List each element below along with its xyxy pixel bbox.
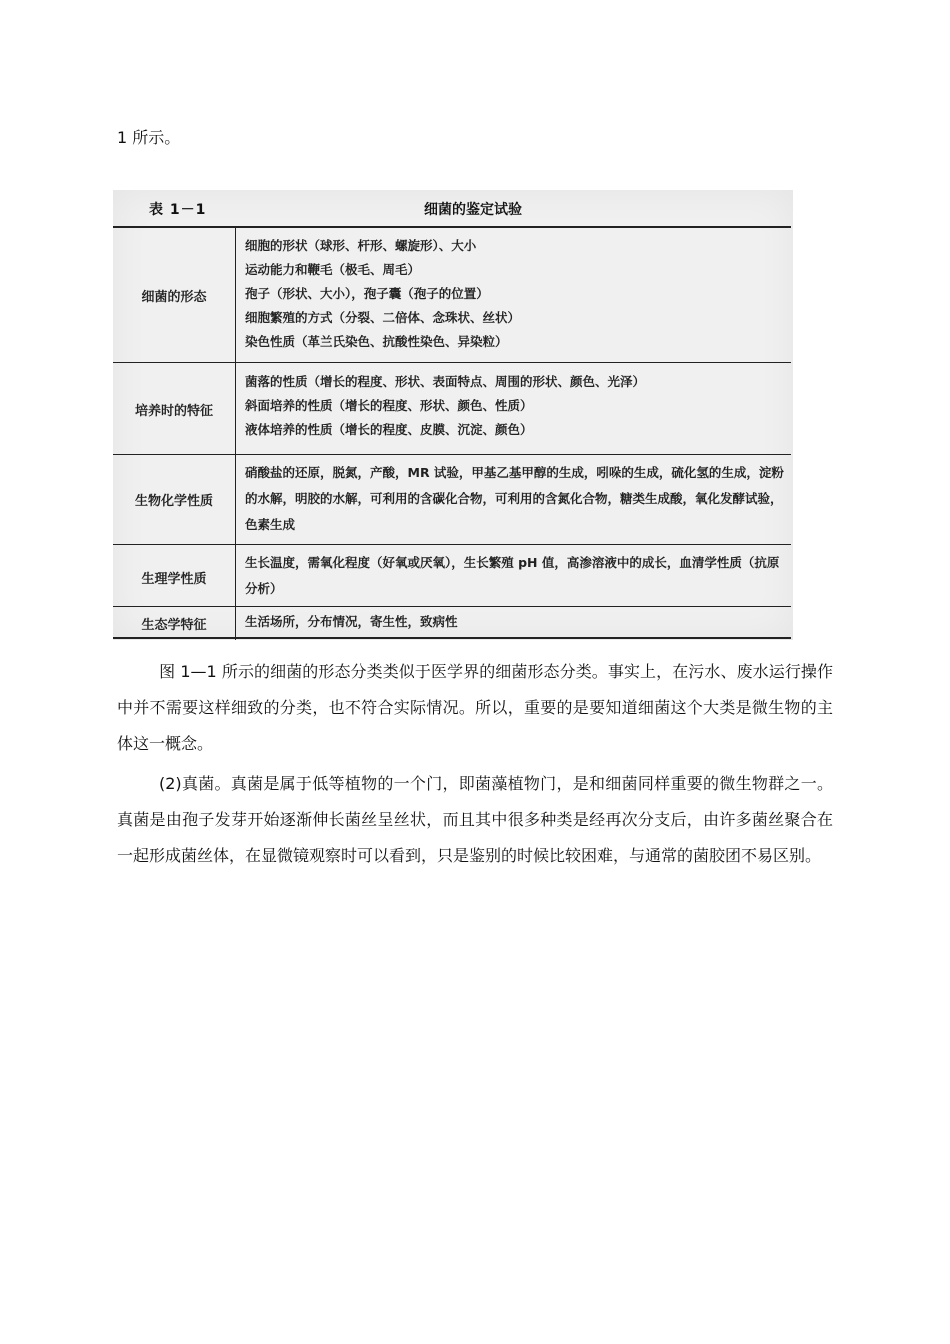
intro-fragment: 1 所示。 [117,128,181,147]
list-item: 染色性质（革兰氏染色、抗酸性染色、异染粒） [245,334,508,349]
row-items-morphology [245,234,785,354]
table-bottom-rule [113,637,791,639]
row-items-physiology [245,550,785,602]
row-divider [113,544,791,545]
paragraph-text: 图 1—1 所示的细菌的形态分类类似于医学界的细菌形态分类。事实上，在污水、废水运行操作中并不需要这样细致的分类，也不符合实际情况。所以，重要的是要知道细菌这个大类是微生物的主体这一概念。 [117,662,833,753]
row-items-ecology [245,610,785,634]
paragraph-2 [117,766,833,874]
list-item: 细胞的形状（球形、杆形、螺旋形）、大小 [245,238,477,253]
list-item: 生长温度，需氧化程度（好氧或厌氧），生长繁殖 pH 值，高渗溶液中的成长，血清学性质（抗原分析） [245,555,780,596]
list-item: 运动能力和鞭毛（极毛、周毛） [245,262,421,277]
table-top-rule [113,226,791,228]
list-item: 硝酸盐的还原，脱氮，产酸，MR 试验，甲基乙基甲醇的生成，吲哚的生成，硫化氢的生成，淀粉的水解，明胶的水解，可利用的含碳化合物，可利用的含氮化合物，糖类生成酸，氧化发酵试验，色素生成 [245,465,784,532]
table-column-divider [235,228,236,640]
list-item: 生活场所，分布情况，寄生性，致病性 [245,614,458,629]
list-item: 斜面培养的性质（增长的程度、形状、颜色、性质） [245,398,533,413]
table-number: 表 1－1 [149,202,207,218]
paragraph-text: (2)真菌。真菌是属于低等植物的一个门，即菌藻植物门，是和细菌同样重要的微生物群之一。真菌是由孢子发芽开始逐渐伸长菌丝呈丝状，而且其中很多种类是经再次分支后，由许多菌丝聚合在一起形成菌丝体，在显微镜观察时可以看到，只是鉴别的时候比较困难，与通常的菌胶团不易区别。 [117,774,833,865]
row-category-morphology: 细菌的形态 [141,290,207,305]
paragraph-1 [117,654,833,762]
row-items-biochemistry [245,460,785,538]
list-item: 菌落的性质（增长的程度、形状、表面特点、周围的形状、颜色、光泽） [245,374,646,389]
row-category-culture: 培养时的特征 [134,404,213,419]
row-category-biochemistry: 生物化学性质 [134,494,213,509]
list-item: 细胞繁殖的方式（分裂、二倍体、念珠状、丝状） [245,310,521,325]
row-category-ecology: 生态学特征 [141,618,207,633]
row-category-physiology: 生理学性质 [141,572,207,587]
table-header [113,190,793,224]
table-title: 细菌的鉴定试验 [424,202,522,218]
row-divider [113,362,791,363]
identification-table-image [113,190,793,640]
list-item: 孢子（形状、大小），孢子囊（孢子的位置） [245,286,489,301]
row-divider [113,454,791,455]
list-item: 液体培养的性质（增长的程度、皮膜、沉淀、颜色） [245,422,533,437]
row-items-culture [245,370,785,442]
row-divider [113,606,791,607]
